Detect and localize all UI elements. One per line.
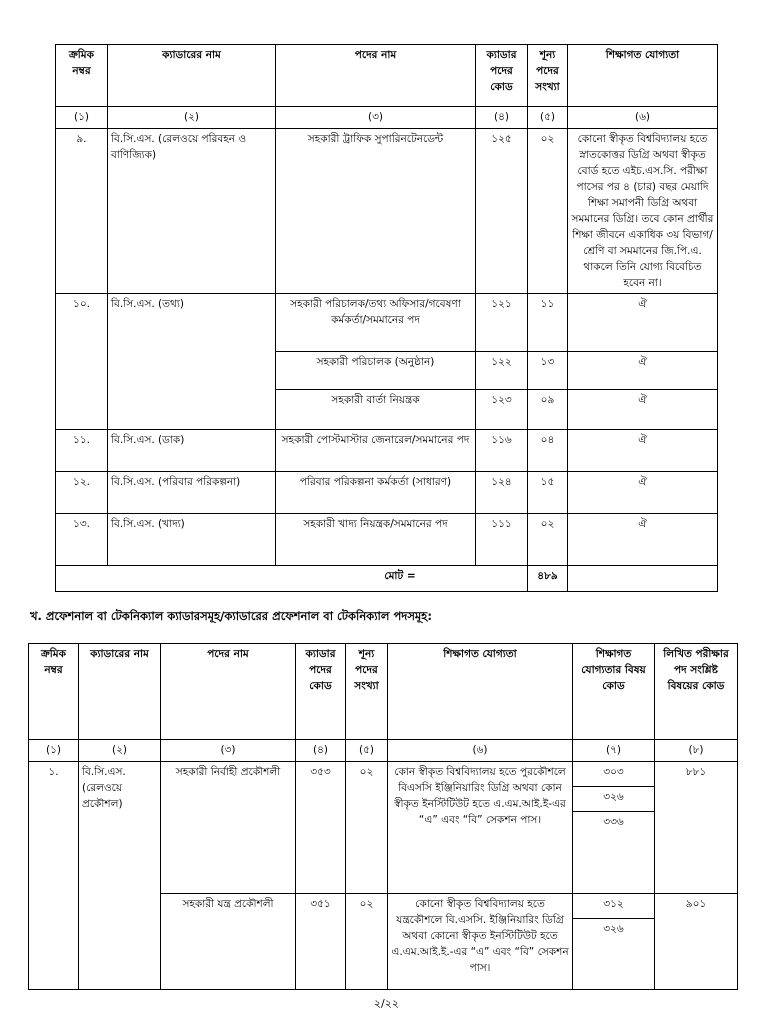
table-row bbox=[29, 762, 738, 894]
header-exam-code: লিখিত পরীক্ষার পদ সংশ্লিষ্ট বিষয়ের কোড bbox=[655, 644, 738, 740]
col-number: (২) bbox=[108, 107, 276, 129]
qualification-cell: ঐ bbox=[568, 294, 718, 352]
post-cell: সহকারী খাদ্য নিয়ন্ত্রক/সমমানের পদ bbox=[276, 514, 476, 566]
qualification-cell: ঐ bbox=[568, 352, 718, 390]
serial-cell: ১. bbox=[29, 762, 79, 990]
col-number: (৫) bbox=[528, 107, 568, 129]
vacancy-cell: ১১ bbox=[528, 294, 568, 352]
table-row bbox=[56, 430, 718, 472]
vacancy-cell: ০২ bbox=[528, 514, 568, 566]
total-row bbox=[56, 566, 718, 592]
page-number: ২/২২ bbox=[373, 997, 400, 1010]
vacancy-cell: ০৪ bbox=[528, 430, 568, 472]
subject-code: ৩০৩ bbox=[603, 766, 624, 778]
col-number: (৫) bbox=[346, 740, 388, 762]
vacancy-cell: ১৩ bbox=[528, 352, 568, 390]
section-heading: খ. প্রফেশনাল বা টেকনিক্যাল ক্যাডারসমূহ/ক্যাডারের প্রফেশনাল বা টেকনিক্যাল পদসমূহ: bbox=[30, 609, 432, 623]
subject-code: ৩২৬ bbox=[573, 918, 654, 939]
table-row bbox=[56, 514, 718, 566]
qualification-cell: ঐ bbox=[568, 390, 718, 430]
cadre-cell: বি.সি.এস. (ডাক) bbox=[108, 430, 276, 472]
vacancy-cell: ০৯ bbox=[528, 390, 568, 430]
col-number: (১) bbox=[56, 107, 108, 129]
serial-cell: ১২. bbox=[56, 472, 108, 514]
serial-cell: ১৩. bbox=[56, 514, 108, 566]
code-cell: ৩৫৩ bbox=[296, 762, 346, 894]
col-number: (১) bbox=[29, 740, 79, 762]
vacancy-cell: ০২ bbox=[346, 894, 388, 990]
header-subject-code: শিক্ষাগত যোগ্যতার বিষয় কোড bbox=[573, 644, 655, 740]
qualification-cell: ঐ bbox=[568, 514, 718, 566]
qualification-cell: ঐ bbox=[568, 472, 718, 514]
header-cadre: ক্যাডারের নাম bbox=[79, 644, 161, 740]
technical-cadre-table bbox=[28, 643, 738, 990]
post-cell: পরিবার পরিকল্পনা কর্মকর্তা (সাধারণ) bbox=[276, 472, 476, 514]
subject-code: ৩১২ bbox=[603, 898, 624, 910]
header-code: ক্যাডার পদের কোড bbox=[476, 45, 528, 107]
post-cell: সহকারী পরিচালক/তথ্য অফিসার/গবেষণা কর্মকর্তা/সমমানের পদ bbox=[276, 294, 476, 352]
serial-cell: ৯. bbox=[56, 129, 108, 294]
total-label: মোট = bbox=[56, 566, 528, 592]
header-vacancy: শূন্য পদের সংখ্যা bbox=[528, 45, 568, 107]
code-cell: ১১৬ bbox=[476, 430, 528, 472]
qualification-cell: কোনো স্বীকৃত বিশ্ববিদ্যালয় হতে স্নাতকোত্তর ডিগ্রি অথবা স্বীকৃত বোর্ড হতে এইচ.এস.সি. পরীক্ষা পাসের পর ৪ (চার) বছর মেয়াদি শিক্ষা সমাপনী ডিগ্রি অথবা সমমানের ডিগ্রি। তবে কোন প্রার্থীর শিক্ষা জীবনে একাধিক ৩য় বিভাগ/শ্রেণি বা সমমানের জি.পি.এ. থাকলে তিনি যোগ্য বিবেচিত হবেন না। bbox=[568, 129, 718, 294]
header-qualification: শিক্ষাগত যোগ্যতা bbox=[388, 644, 573, 740]
header-code: ক্যাডার পদের কোড bbox=[296, 644, 346, 740]
cadre-cell: বি.সি.এস. (তথ্য) bbox=[108, 294, 276, 430]
table-row bbox=[56, 129, 718, 294]
col-number: (৬) bbox=[388, 740, 573, 762]
col-number: (৪) bbox=[296, 740, 346, 762]
code-cell: ১২৪ bbox=[476, 472, 528, 514]
header-serial: ক্রমিক নম্বর bbox=[56, 45, 108, 107]
qualification-cell: কোনো স্বীকৃত বিশ্ববিদ্যালয় হতে যন্ত্রকৌশলে বি.এসসি. ইঞ্জিনিয়ারিং ডিগ্রি অথবা কোনো স্বীকৃত ইনস্টিটিউট হতে এ.এম.আই.ই.-এর “এ” এবং “বি” সেকশন পাস। bbox=[388, 894, 573, 990]
col-number: (৮) bbox=[655, 740, 738, 762]
qualification-cell: ঐ bbox=[568, 430, 718, 472]
code-cell: ১২৩ bbox=[476, 390, 528, 430]
table-header-row bbox=[56, 45, 718, 107]
post-cell: সহকারী নির্বাহী প্রকৌশলী bbox=[161, 762, 296, 894]
header-qualification: শিক্ষাগত যোগ্যতা bbox=[568, 45, 718, 107]
code-cell: ১২৫ bbox=[476, 129, 528, 294]
exam-code-cell: ৯০১ bbox=[655, 894, 738, 990]
code-cell: ৩৫১ bbox=[296, 894, 346, 990]
subject-code: ৩২৬ bbox=[573, 786, 654, 811]
post-cell: সহকারী পোস্টমাস্টার জেনারেল/সমমানের পদ bbox=[276, 430, 476, 472]
header-post: পদের নাম bbox=[276, 45, 476, 107]
cadre-cell: বি.সি.এস. (খাদ্য) bbox=[108, 514, 276, 566]
serial-cell: ১১. bbox=[56, 430, 108, 472]
subject-code-cell bbox=[573, 762, 655, 894]
post-cell: সহকারী পরিচালক (অনুষ্ঠান) bbox=[276, 352, 476, 390]
code-cell: ১২২ bbox=[476, 352, 528, 390]
vacancy-cell: ০২ bbox=[346, 762, 388, 894]
column-number-row bbox=[29, 740, 738, 762]
serial-cell: ১০. bbox=[56, 294, 108, 430]
col-number: (৬) bbox=[568, 107, 718, 129]
column-number-row bbox=[56, 107, 718, 129]
subject-code-cell bbox=[573, 894, 655, 990]
col-number: (৩) bbox=[161, 740, 296, 762]
cadre-cell: বি.সি.এস. (পরিবার পরিকল্পনা) bbox=[108, 472, 276, 514]
cadre-cell: বি.সি.এস. (রেলওয়ে পরিবহন ও বাণিজ্যিক) bbox=[108, 129, 276, 294]
post-cell: সহকারী যন্ত্র প্রকৌশলী bbox=[161, 894, 296, 990]
qualification-cell: কোন স্বীকৃত বিশ্ববিদ্যালয় হতে পুরকৌশলে বিএসসি ইঞ্জিনিয়ারিং ডিগ্রি অথবা কোন স্বীকৃত ইনস্টিটিউট হতে এ.এম.আই.ই-এর “এ” এবং “বি” সেকশন পাস। bbox=[388, 762, 573, 894]
col-number: (৪) bbox=[476, 107, 528, 129]
vacancy-cell: ১৫ bbox=[528, 472, 568, 514]
post-cell: সহকারী বার্তা নিয়ন্ত্রক bbox=[276, 390, 476, 430]
post-cell: সহকারী ট্রাফিক সুপারিনটেনডেন্ট bbox=[276, 129, 476, 294]
table-header-row bbox=[29, 644, 738, 740]
table-row bbox=[56, 472, 718, 514]
total-value: ৪৮৯ bbox=[528, 566, 568, 592]
vacancy-cell: ০২ bbox=[528, 129, 568, 294]
cadre-cell: বি.সি.এস. (রেলওয়ে প্রকৌশল) bbox=[79, 762, 161, 990]
general-cadre-table bbox=[55, 44, 718, 592]
header-post: পদের নাম bbox=[161, 644, 296, 740]
code-cell: ১২১ bbox=[476, 294, 528, 352]
col-number: (২) bbox=[79, 740, 161, 762]
empty-cell bbox=[568, 566, 718, 592]
code-cell: ১১১ bbox=[476, 514, 528, 566]
col-number: (৭) bbox=[573, 740, 655, 762]
col-number: (৩) bbox=[276, 107, 476, 129]
header-cadre: ক্যাডারের নাম bbox=[108, 45, 276, 107]
subject-code: ৩৩৬ bbox=[573, 811, 654, 832]
header-serial: ক্রমিক নম্বর bbox=[29, 644, 79, 740]
exam-code-cell: ৮৮১ bbox=[655, 762, 738, 894]
table-row bbox=[56, 294, 718, 352]
header-vacancy: শূন্য পদের সংখ্যা bbox=[346, 644, 388, 740]
